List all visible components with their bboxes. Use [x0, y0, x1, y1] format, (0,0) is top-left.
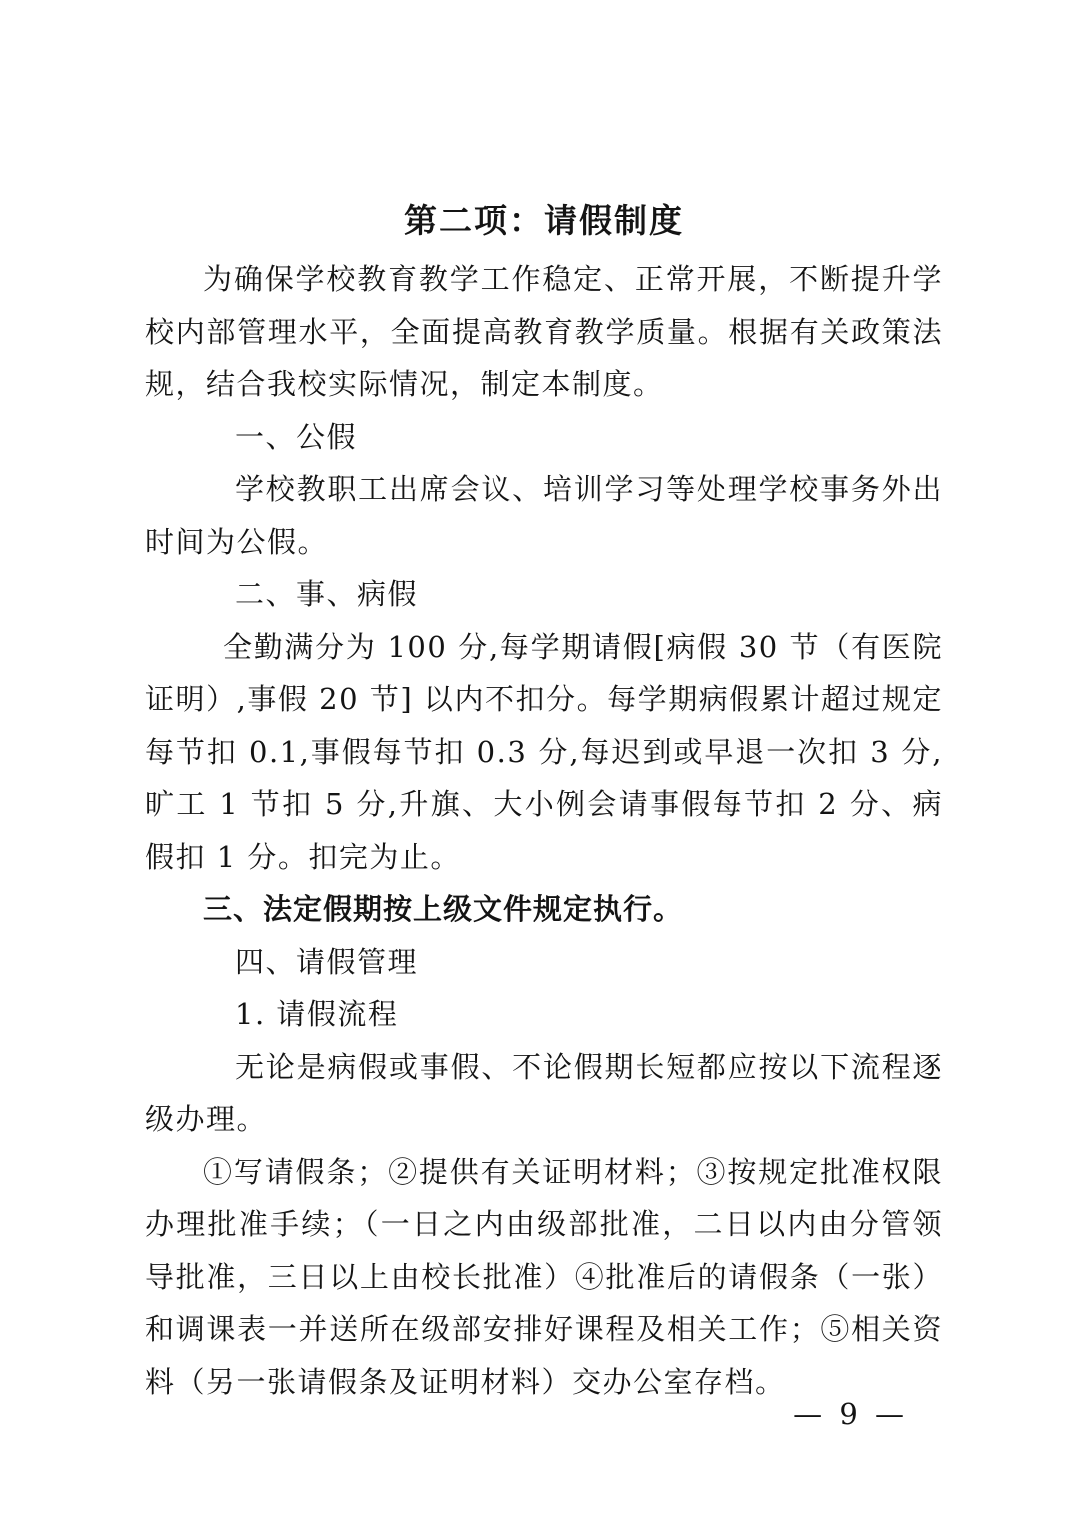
document-body: [145, 193, 943, 1408]
section-3-heading: 三、法定假期按上级文件规定执行。: [203, 892, 684, 926]
section-1-paragraph: 学校教职工出席会议、培训学习等处理学校事务外出时间为公假。: [145, 472, 943, 559]
section-1-heading: 一、公假: [235, 419, 358, 454]
section-4-sub-heading: 1. 请假流程: [235, 997, 399, 1031]
section-4-heading: 四、请假管理: [235, 944, 419, 979]
page-number: — 9 —: [793, 1397, 908, 1431]
intro-paragraph: 为确保学校教育教学工作稳定、正常开展，不断提升学校内部管理水平，全面提高教育教学质量。根据有关政策法规，结合我校实际情况，制定本制度。: [145, 262, 943, 401]
section-2-heading: 二、事、病假: [235, 577, 419, 611]
document-title: 第二项：请假制度: [404, 201, 684, 240]
section-4-steps-paragraph: ①写请假条；②提供有关证明材料；③按规定批准权限办理批准手续；（一日之内由级部批准，二日以内由分管领导批准，三日以上由校长批准）④批准后的请假条（一张）和调课表一并送所在级部安排好课程及相关工作；⑤相关资料（另一张请假条及证明材料）交办公室存档。: [145, 1154, 943, 1399]
section-4-paragraph: 无论是病假或事假、不论假期长短都应按以下流程逐级办理。: [145, 1049, 943, 1136]
section-2-paragraph: 全勤满分为 100 分,每学期请假[病假 30 节（有医院证明）,事假 20 节] 以内不扣分。每学期病假累计超过规定每节扣 0.1,事假每节扣 0.3 分,每迟到或早退一次扣 3 分,旷工 1 节扣 5 分,升旗、大小例会请事假每节扣 2 分、病假扣 1 分。扣完为止。: [145, 629, 943, 874]
